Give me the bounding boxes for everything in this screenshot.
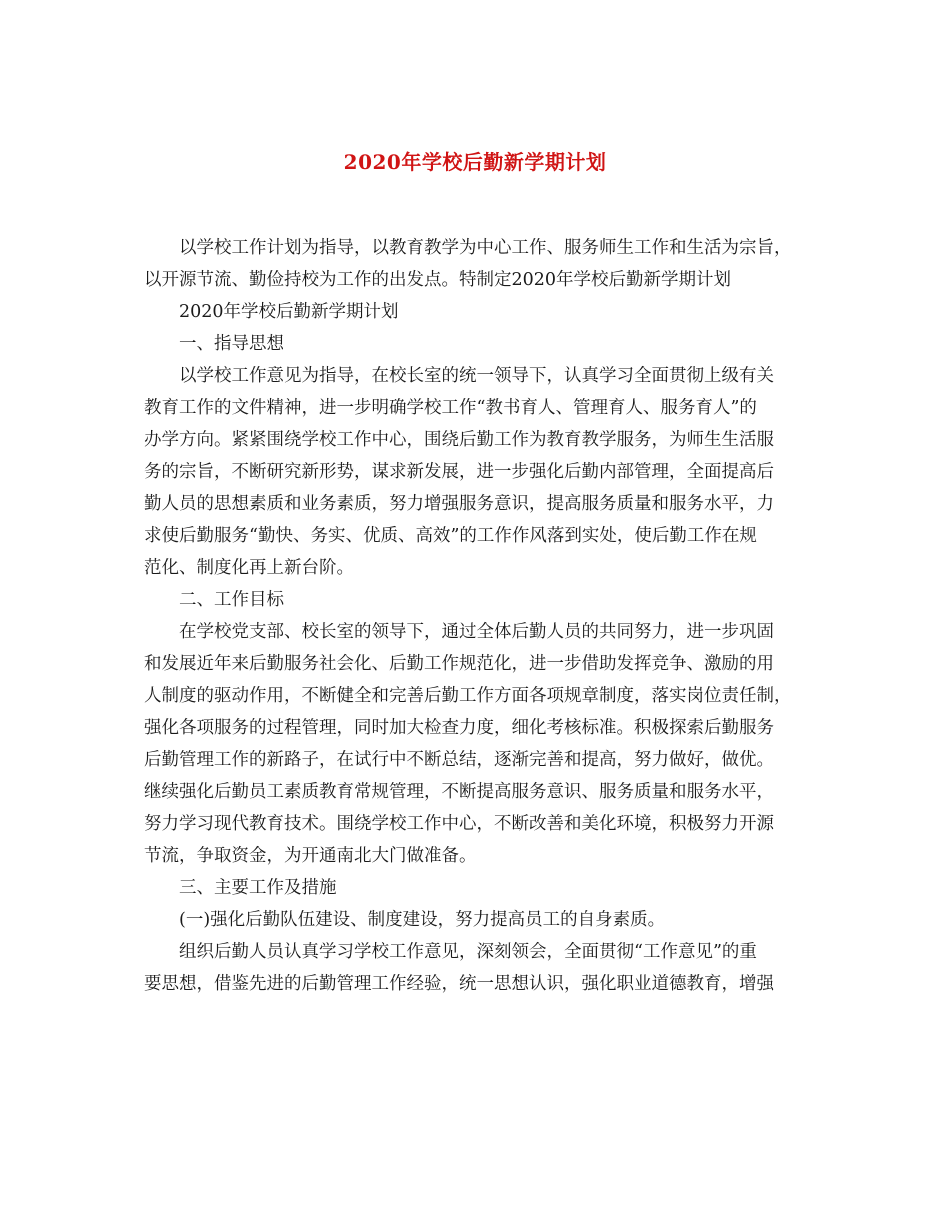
- document-body: [144, 232, 808, 1000]
- body-line: 努力学习现代教育技术。围绕学校工作中心，不断改善和美化环境，积极努力开源: [144, 814, 774, 834]
- body-line: 2020年学校后勤新学期计划: [179, 302, 399, 322]
- body-line: 务的宗旨，不断研究新形势，谋求新发展，进一步强化后勤内部管理，全面提高后: [144, 462, 774, 482]
- body-line: 强化各项服务的过程管理，同时加大检查力度，细化考核标准。积极探索后勤服务: [144, 718, 774, 738]
- document-title: 2020年学校后勤新学期计划: [343, 150, 607, 174]
- section-heading: 一、指导思想: [179, 334, 284, 354]
- section-heading: 三、主要工作及措施: [179, 878, 337, 898]
- body-line: 人制度的驱动作用，不断健全和完善后勤工作方面各项规章制度，落实岗位责任制，: [144, 686, 792, 706]
- body-line: 后勤管理工作的新路子，在试行中不断总结，逐渐完善和提高，努力做好，做优。: [144, 750, 774, 770]
- section-heading: 二、工作目标: [179, 590, 284, 610]
- body-line: 范化、制度化再上新台阶。: [144, 558, 354, 578]
- body-line: 在学校党支部、校长室的领导下，通过全体后勤人员的共同努力，进一步巩固: [179, 622, 774, 642]
- body-line: 以开源节流、勤俭持校为工作的出发点。特制定2020年学校后勤新学期计划: [144, 270, 732, 290]
- body-line: 求使后勤服务“勤快、务实、优质、高效”的工作作风落到实处，使后勤工作在规: [144, 526, 757, 546]
- body-line: 办学方向。紧紧围绕学校工作中心，围绕后勤工作为教育教学服务，为师生生活服: [144, 430, 774, 450]
- body-line: 节流，争取资金，为开通南北大门做准备。: [144, 846, 477, 866]
- body-line: 和发展近年来后勤服务社会化、后勤工作规范化，进一步借助发挥竞争、激励的用: [144, 654, 774, 674]
- body-line: 要思想，借鉴先进的后勤管理工作经验，统一思想认识，强化职业道德教育，增强: [144, 974, 774, 994]
- body-line: 勤人员的思想素质和业务素质，努力增强服务意识，提高服务质量和服务水平，力: [144, 494, 774, 514]
- body-line: 组织后勤人员认真学习学校工作意见，深刻领会，全面贯彻“工作意见”的重: [179, 942, 757, 962]
- subsection-heading: (一)强化后勤队伍建设、制度建设，努力提高员工的自身素质。: [179, 910, 666, 930]
- body-line: 继续强化后勤员工素质教育常规管理，不断提高服务意识、服务质量和服务水平，: [144, 782, 774, 802]
- body-line: 以学校工作计划为指导，以教育教学为中心工作、服务师生工作和生活为宗旨，: [179, 238, 792, 258]
- body-line: 以学校工作意见为指导，在校长室的统一领导下，认真学习全面贯彻上级有关: [179, 366, 774, 386]
- body-line: 教育工作的文件精神，进一步明确学校工作“教书育人、管理育人、服务育人”的: [144, 398, 757, 418]
